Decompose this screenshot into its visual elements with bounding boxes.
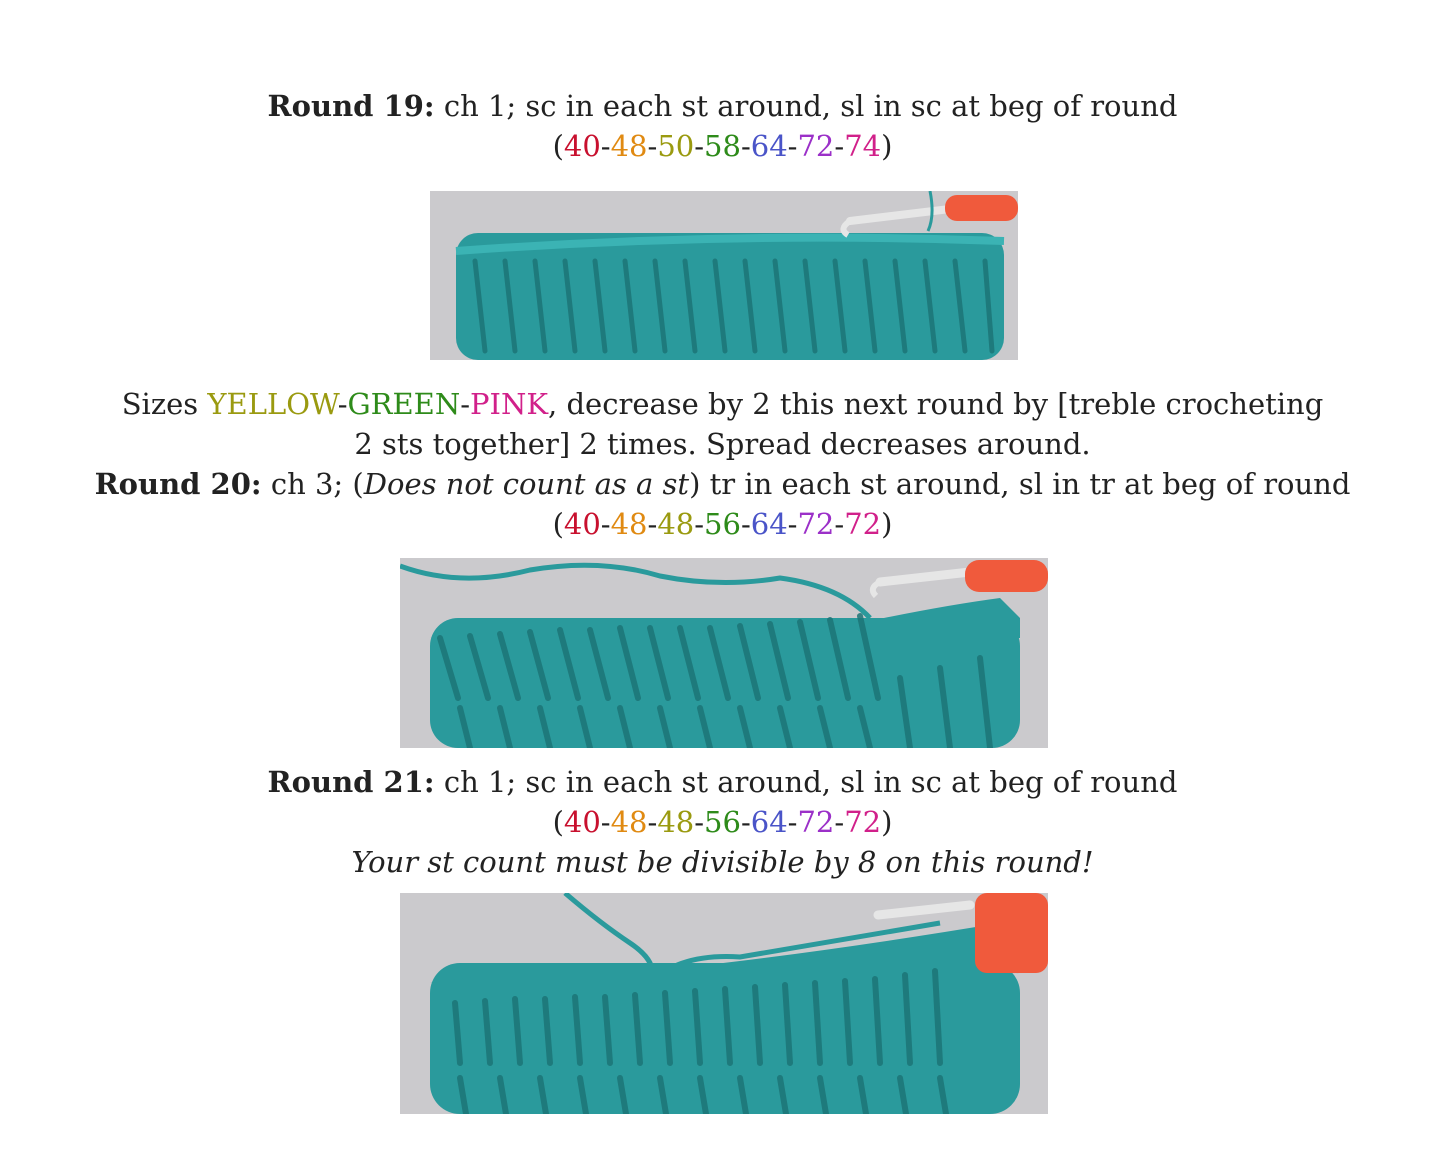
count-blue: 64	[750, 129, 788, 163]
count-pink: 72	[844, 805, 882, 839]
size-pink: PINK	[470, 387, 549, 421]
count-pink: 72	[844, 507, 882, 541]
count-purple: 72	[797, 805, 835, 839]
count-orange: 48	[610, 507, 648, 541]
round-20-counts: (40-48-48-56-64-72-72)	[552, 507, 893, 541]
sizes-note-line-2: 2 sts together] 2 times. Spread decreases around.	[354, 427, 1091, 461]
round-19-text: ch 1; sc in each st around, sl in sc at beg of round	[434, 89, 1178, 123]
round-19-counts: (40-48-50-58-64-72-74)	[552, 129, 893, 163]
round-20-text-a: ch 3; (	[261, 467, 364, 501]
crochet-swatch-image	[400, 558, 1048, 748]
divisible-note: Your st count must be divisible by 8 on this round!	[351, 845, 1094, 879]
round-21-label: Round 21:	[267, 765, 435, 799]
count-red: 40	[563, 129, 601, 163]
round-19-label: Round 19:	[267, 89, 435, 123]
count-red: 40	[563, 507, 601, 541]
count-yellow: 48	[657, 805, 695, 839]
sizes-prefix: Sizes	[121, 387, 208, 421]
count-green: 58	[704, 129, 741, 163]
count-green: 56	[704, 507, 741, 541]
round-21-note	[0, 842, 1445, 882]
sizes-rest: , decrease by 2 this next round by [treble crocheting	[548, 387, 1324, 421]
round-20-label: Round 20:	[94, 467, 262, 501]
count-purple: 72	[797, 507, 835, 541]
crochet-swatch-image	[400, 893, 1048, 1114]
count-orange: 48	[610, 805, 648, 839]
round-21-instruction	[0, 762, 1445, 802]
round-20-text-b: ) tr in each st around, sl in tr at beg of round	[689, 467, 1351, 501]
count-pink: 74	[844, 129, 882, 163]
size-green: GREEN	[347, 387, 461, 421]
round-21-text: ch 1; sc in each st around, sl in sc at beg of round	[434, 765, 1178, 799]
crochet-swatch-image	[430, 191, 1018, 360]
round-21-counts: (40-48-48-56-64-72-72)	[552, 805, 893, 839]
round-20-note: Does not count as a st	[363, 467, 690, 501]
count-orange: 48	[610, 129, 648, 163]
count-purple: 72	[797, 129, 835, 163]
round-19-instruction	[0, 86, 1445, 126]
count-blue: 64	[750, 805, 788, 839]
count-red: 40	[563, 805, 601, 839]
count-blue: 64	[750, 507, 788, 541]
size-yellow: YELLOW	[207, 387, 338, 421]
count-yellow: 48	[657, 507, 695, 541]
count-green: 56	[704, 805, 741, 839]
round-20-instruction	[0, 464, 1445, 504]
count-yellow: 50	[657, 129, 695, 163]
sizes-note: Sizes YELLOW-GREEN-PINK, decrease by 2 this next round by [treble crocheting	[121, 387, 1324, 421]
